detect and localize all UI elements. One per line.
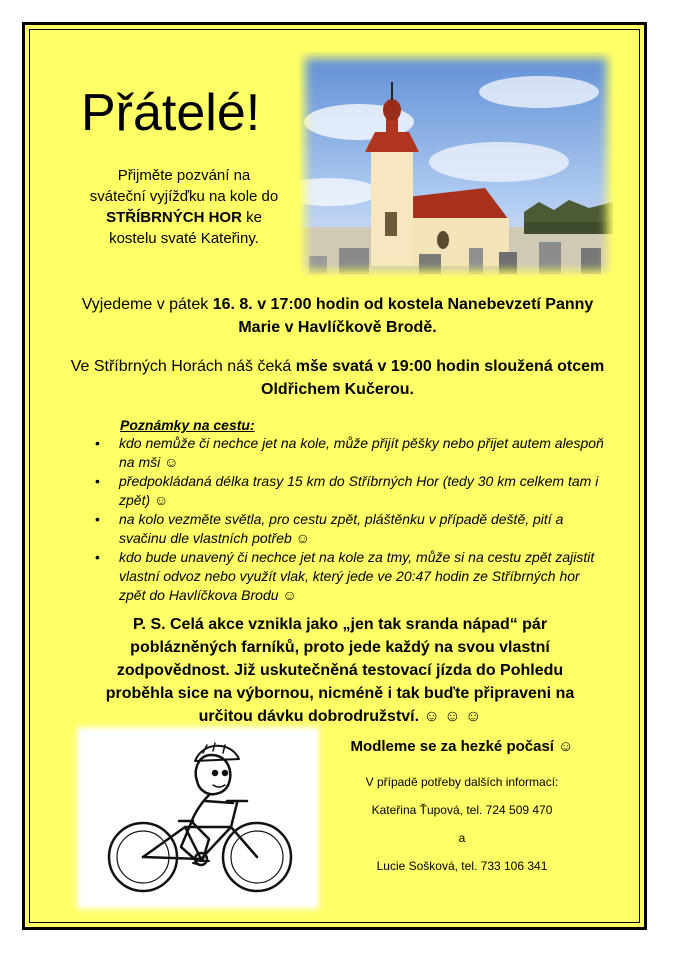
list-item: • na kolo vezměte světla, pro cestu zpět, pláštěnku v případě deště, pití a svačinu dle vlastních potřeb ☺ [95, 510, 605, 548]
invitation-text-start: Přijměte pozvání na sváteční vyjížďku na kole do [89, 167, 279, 205]
postscript: P. S. Celá akce vznikla jako „jen tak sranda nápad“ pár poblázněných farníků, proto jede každý na svou vlastní zodpovědnost. Již uskutečněná testovací jízda do Pohledu proběhla sice na výbornou, nicméně i tak buďte připraveni na určitou dávku dobrodružství. ☺ ☺ ☺ [105, 616, 575, 725]
invitation-text [89, 165, 279, 249]
invitation-text-end: ke kostelu svaté Kateřiny. [109, 209, 262, 247]
poster-heading: Přátelé! [81, 84, 261, 142]
list-item: • kdo nemůže či nechce jet na kole, může přijít pěšky nebo přijet autem alespoň na mši ☺ [95, 434, 605, 472]
church-photo [299, 52, 613, 277]
departure-details: 16. 8. v 17:00 hodin od kostela Nanebevzetí Panny Marie v Havlíčkově Brodě. [212, 296, 594, 336]
invitation-destination: STŘÍBRNÝCH HOR [106, 209, 242, 226]
photo-soft-edge [299, 52, 613, 277]
list-item: • předpokládaná délka trasy 15 km do Stříbrných Hor (tedy 30 km celkem tam i zpět) ☺ [95, 472, 605, 510]
mass-info [65, 355, 610, 401]
departure-info [65, 293, 610, 339]
poster-frame [22, 22, 647, 930]
prayer-note: Modleme se za hezké počasí ☺ [350, 738, 574, 755]
notes-title: Poznámky na cestu: [120, 417, 255, 433]
mass-text: Ve Stříbrných Horách náš čeká [70, 358, 296, 375]
cyclist-icon [81, 731, 315, 905]
contact-conjunction: a [458, 831, 466, 845]
notes-list [95, 434, 605, 605]
departure-text: Vyjedeme v pátek [81, 296, 213, 313]
contact-person-1: Kateřina Ťupová, tel. 724 509 470 [371, 803, 553, 817]
mass-details: mše svatá v 19:00 hodin sloužená otcem Oldřichem Kučerou. [261, 358, 605, 398]
contact-person-2: Lucie Sošková, tel. 733 106 341 [376, 859, 548, 873]
list-item: • kdo bude unavený či nechce jet na kole za tmy, může si na cestu zpět zajistit vlastní odvoz nebo využít vlak, který jede ve 20:47 hodin ze Stříbrných hor zpět do Havlíčkova Brodu ☺ [95, 548, 605, 605]
cyclist-drawing [81, 731, 315, 905]
contact-intro: V případě potřeby dalších informací: [365, 775, 559, 789]
